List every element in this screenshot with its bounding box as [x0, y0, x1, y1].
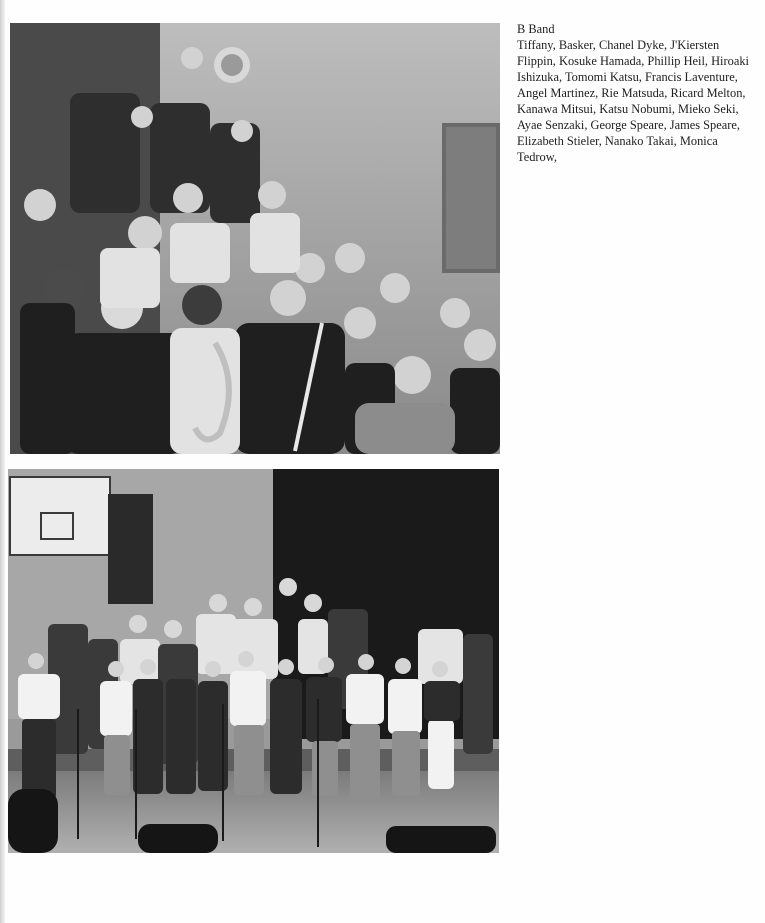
photo-caption	[517, 21, 749, 165]
caption-names: Tiffany, Basker, Chanel Dyke, J'Kiersten Flippin, Kosuke Hamada, Phillip Heil, Hiroaki Ishizuka, Tomomi Katsu, Francis Laventure, Angel Martinez, Rie Matsuda, Ricard Melton, Kanawa Mitsui, Katsu Nobumi, Mieko Seki, Ayae Senzaki, George Speare, James Speare, Elizabeth Stieler, Nanako Takai, Monica Tedrow,	[517, 38, 749, 164]
gym-performance-photo-image	[8, 469, 499, 853]
band-group-photo-image	[10, 23, 500, 454]
page-spine-shadow	[0, 0, 5, 923]
band-group-photo	[10, 23, 500, 454]
caption-heading: B Band	[517, 22, 555, 36]
gym-performance-photo	[8, 469, 499, 853]
